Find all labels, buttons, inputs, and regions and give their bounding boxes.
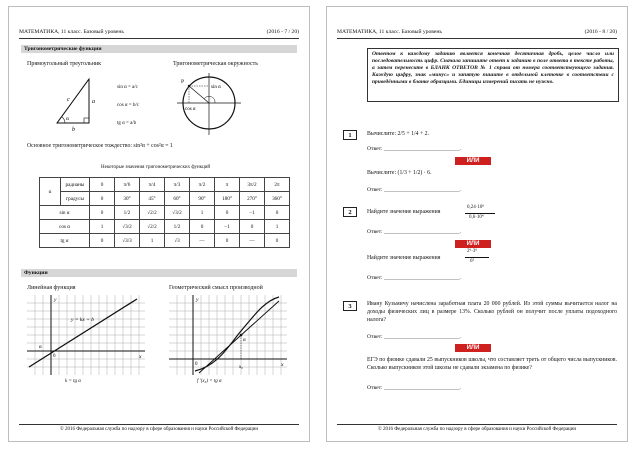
instructions-box: Ответом к каждому заданию является конечная десятичная дробь, целое число или последовательность цифр. Сначала запишите ответ к заданию в поле ответа в тексте работы, а затем перенесите в БЛАНК ОТВЕТОВ № 1 справа от номера соответствующего задания. Каждую цифру, знак «минус» и запятую пишите в отдельной клеточке в соответствии с приведёнными в бланке образцами. Единицы измерений писать не нужно. (367, 48, 619, 102)
table-cell: 1 (265, 220, 290, 234)
or-separator: ИЛИ (455, 344, 491, 352)
page-header (337, 29, 617, 35)
table-row (40, 206, 290, 220)
svg-text:x: x (281, 362, 284, 368)
table-cell: √3 (165, 234, 190, 248)
table-degrees-label: градусы (61, 192, 90, 206)
table-cell: 1 (140, 234, 165, 248)
header-page-number: (2016 - 8 / 20) (584, 29, 617, 35)
sin-definition: sin α = a/c (117, 85, 138, 90)
table-row (40, 234, 290, 248)
table-row-label: tg α (40, 234, 90, 248)
task-3-answer-a: Ответ: ___________________________. (367, 334, 461, 340)
footer-divider (337, 424, 617, 425)
tg-definition: tg α = a/b (117, 121, 137, 126)
page-footer: © 2016 Федеральная служба по надзору в сфере образования и науки Российской Федерации (377, 427, 577, 432)
task-2-a-numerator: 0,24·10⁶ (467, 205, 485, 210)
linear-function-graph (27, 295, 145, 375)
table-cell: — (190, 234, 215, 248)
table-cell: √3/2 (115, 220, 140, 234)
svg-text:0: 0 (53, 354, 56, 359)
svg-text:cos α: cos α (185, 107, 196, 112)
task-3-answer-b: Ответ: ___________________________. (367, 385, 461, 391)
task-2-answer-a: Ответ: ___________________________. (367, 229, 461, 235)
header-subject: МАТЕМАТИКА, 11 класс. Базовый уровень (337, 29, 442, 35)
svg-text:a: a (92, 99, 95, 105)
svg-text:sin α: sin α (211, 85, 221, 90)
circle-title: Тригонометрическая окружность (173, 61, 258, 67)
svg-text:α: α (243, 338, 246, 343)
table-row (40, 178, 290, 192)
page-footer: © 2016 Федеральная служба по надзору в сфере образования и науки Российской Федерации (59, 427, 259, 432)
table-cell: −1 (215, 220, 240, 234)
linear-function-title: Линейная функция (27, 285, 76, 291)
page-left (8, 6, 310, 442)
table-cell: −1 (240, 206, 265, 220)
table-cell: 0 (215, 206, 240, 220)
table-row (40, 192, 290, 206)
table-row-label: sin α (40, 206, 90, 220)
table-cell: √2/2 (140, 206, 165, 220)
task-1-variant-a: Вычислите: 2/5 + 1/4 + 2. (367, 131, 430, 137)
task-2-variant-a: Найдите значение выражения (367, 209, 441, 215)
derivative-graph (169, 295, 287, 375)
task-3-variant-b: ЕГЭ по физике сдавали 25 выпускников школы, что составляет треть от общего числа выпускников. Сколько выпускников этой школы не сдавали экзамена по физике? (367, 357, 617, 371)
table-cell: 0 (90, 206, 115, 220)
cos-definition: cos α = b/c (117, 103, 139, 108)
task-2-b-denominator: 6⁵ (470, 259, 475, 264)
section-functions: Функции (21, 269, 297, 277)
table-cell: 0 (215, 234, 240, 248)
fraction-bar (465, 257, 489, 258)
page-right (326, 6, 628, 442)
or-separator: ИЛИ (455, 157, 491, 165)
table-cell: 0 (190, 220, 215, 234)
table-cell: 0 (90, 178, 115, 192)
table-cell: π/3 (165, 178, 190, 192)
table-cell: 0 (240, 220, 265, 234)
task-2-number: 2 (343, 207, 357, 217)
linear-equation-label: y = kx + b (71, 317, 94, 323)
table-cell: 1 (90, 220, 115, 234)
table-cell: 90° (190, 192, 215, 206)
page-header (19, 29, 299, 35)
fraction-bar (465, 213, 495, 214)
table-row-label: cos α (40, 220, 90, 234)
task-1-answer-a: Ответ: ___________________________. (367, 146, 461, 152)
footer-divider (19, 424, 299, 425)
table-cell: 0 (90, 192, 115, 206)
table-cell: π/4 (140, 178, 165, 192)
task-3-number: 3 (343, 301, 357, 311)
derivative-tangent-label: f ′(x₀) = tg α (197, 379, 222, 384)
or-separator: ИЛИ (455, 240, 491, 248)
table-cell: π/6 (115, 178, 140, 192)
header-subject: МАТЕМАТИКА, 11 класс. Базовый уровень (19, 29, 124, 35)
linear-slope-label: k = tg α (65, 379, 81, 384)
task-2-a-denominator: 0,6·10⁴ (469, 215, 484, 220)
svg-text:y: y (196, 297, 199, 303)
table-cell: 45° (140, 192, 165, 206)
table-cell: 3π/2 (240, 178, 265, 192)
header-divider (19, 38, 299, 39)
table-cell: 1/2 (165, 220, 190, 234)
section-trig-functions: Тригонометрические функции (21, 45, 297, 53)
task-2-variant-b: Найдите значение выражения (367, 255, 441, 261)
table-cell: 360° (265, 192, 290, 206)
table-cell: √3/2 (165, 206, 190, 220)
svg-text:x: x (139, 354, 142, 360)
table-cell: π (215, 178, 240, 192)
table-cell: 60° (165, 192, 190, 206)
svg-text:0: 0 (195, 362, 198, 367)
table-cell: 0 (265, 234, 290, 248)
svg-text:P: P (181, 79, 185, 85)
table-cell: 2π (265, 178, 290, 192)
header-divider (337, 38, 617, 39)
table-cell: π/2 (190, 178, 215, 192)
header-page-number: (2016 - 7 / 20) (266, 29, 299, 35)
table-cell: 30° (115, 192, 140, 206)
task-1-answer-b: Ответ: ___________________________. (367, 187, 461, 193)
table-cell: 180° (215, 192, 240, 206)
trig-values-table (39, 177, 290, 248)
task-2-answer-b: Ответ: ___________________________. (367, 275, 461, 281)
triangle-title: Прямоугольный треугольник (27, 61, 102, 67)
task-3-variant-a: Ивану Кузьмичу начислена заработная плата 20 000 рублей. Из этой суммы вычитается налог на доходы физических лиц в размере 13%. Сколько рублей он получит после уплаты подоходного налога? (367, 301, 617, 323)
trig-circle-diagram (169, 69, 249, 139)
table-radians-label: радианы (61, 178, 90, 192)
table-cell: √3/3 (115, 234, 140, 248)
task-2-b-numerator: 2⁶·3⁶ (467, 249, 478, 254)
table-cell: 0 (265, 206, 290, 220)
table-cell: 270° (240, 192, 265, 206)
table-cell: — (240, 234, 265, 248)
svg-text:x₀: x₀ (239, 365, 243, 370)
right-triangle-diagram (29, 71, 119, 133)
trig-identity: Основное тригонометрическое тождество: sin²α + cos²α = 1 (27, 143, 173, 149)
svg-text:c: c (67, 97, 70, 103)
table-title: Некоторые значения тригонометрических функций (101, 165, 211, 170)
svg-text:b: b (72, 127, 75, 133)
derivative-meaning-title: Геометрический смысл производной (169, 285, 263, 291)
svg-text:α: α (39, 345, 42, 350)
task-1-variant-b: Вычислите: (1/3 + 1/2) · 6. (367, 170, 432, 176)
table-cell: 1 (190, 206, 215, 220)
svg-text:y: y (54, 297, 57, 303)
table-cell: √2/2 (140, 220, 165, 234)
task-1-number: 1 (343, 130, 357, 140)
table-row (40, 220, 290, 234)
table-cell: 0 (90, 234, 115, 248)
svg-text:α: α (66, 116, 69, 122)
table-alpha-cell: α (40, 178, 61, 206)
table-cell: 1/2 (115, 206, 140, 220)
